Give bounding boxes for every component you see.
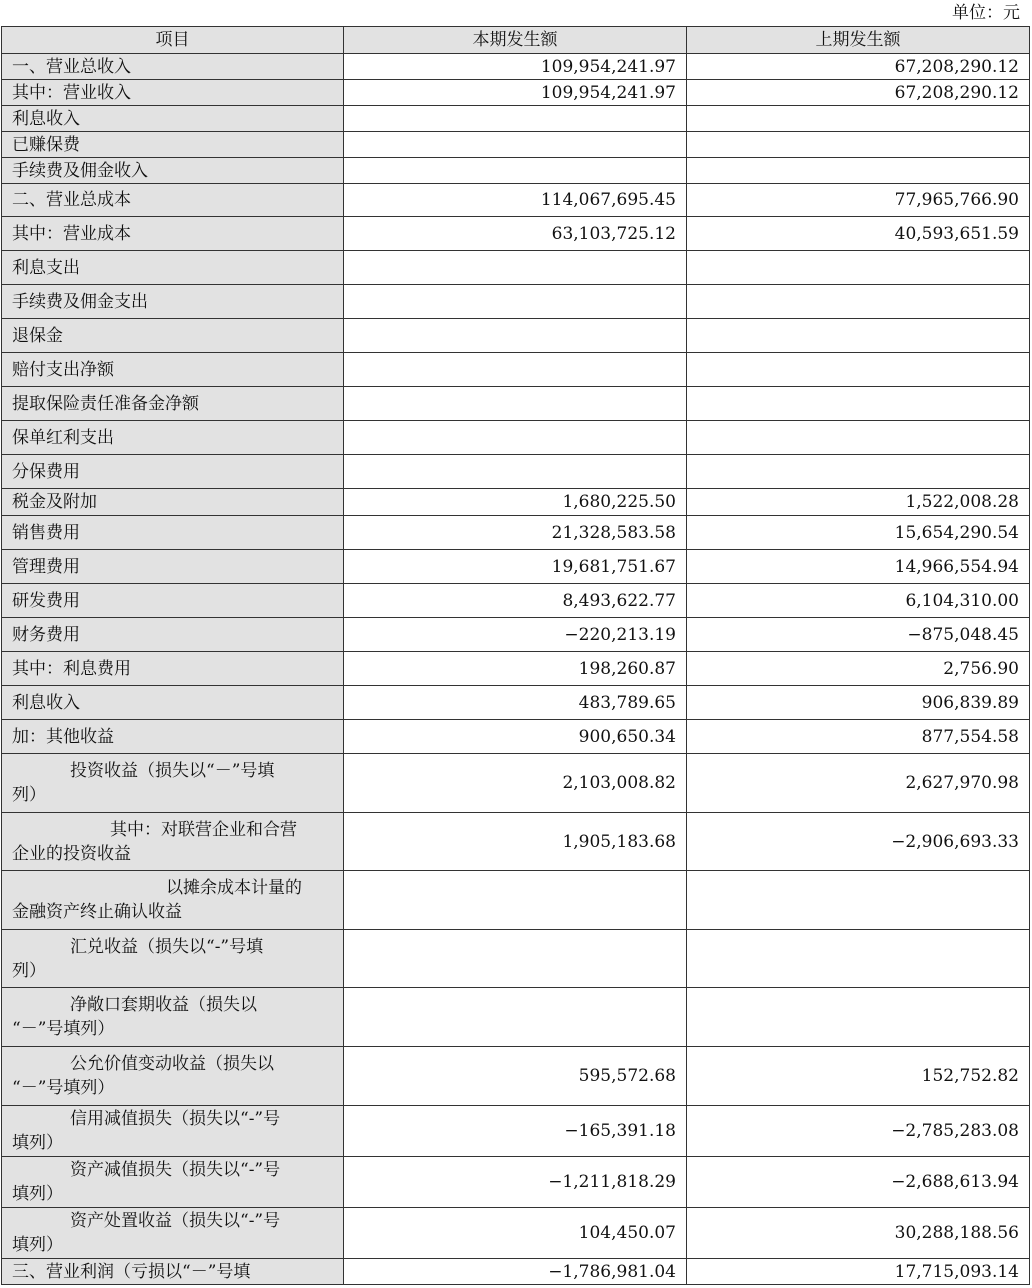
current-value [344, 988, 687, 1047]
prior-value [687, 930, 1030, 988]
prior-value: 6,104,310.00 [687, 584, 1030, 618]
current-value [344, 455, 687, 489]
table-row [2, 618, 1030, 652]
row-label [2, 1106, 344, 1157]
row-label: 研发费用 [2, 584, 344, 618]
row-label-line-1: 资产处置收益（损失以“-”号 [70, 1211, 281, 1231]
row-label: 其中：营业收入 [2, 80, 344, 106]
row-label: 三、营业利润（亏损以“－”号填 [2, 1259, 344, 1285]
prior-value [687, 988, 1030, 1047]
row-label: 分保费用 [2, 455, 344, 489]
table-row [2, 652, 1030, 686]
prior-value: 906,839.89 [687, 686, 1030, 720]
row-label-line-1: 以摊余成本计量的 [166, 878, 302, 898]
current-value: −1,211,818.29 [344, 1157, 687, 1208]
row-label: 保单红利支出 [2, 421, 344, 455]
current-value: 109,954,241.97 [344, 54, 687, 80]
row-label-line-2: 金融资产终止确认收益 [12, 902, 182, 922]
current-value: 104,450.07 [344, 1208, 687, 1259]
current-value: 595,572.68 [344, 1047, 687, 1106]
current-value [344, 871, 687, 930]
table-row [2, 930, 1030, 988]
row-label: 利息支出 [2, 251, 344, 285]
table-row [2, 132, 1030, 158]
row-label-line-2: 填列） [12, 1184, 63, 1204]
table-row [2, 489, 1030, 516]
prior-value: 15,654,290.54 [687, 516, 1030, 550]
row-label: 销售费用 [2, 516, 344, 550]
prior-value [687, 353, 1030, 387]
table-row [2, 1106, 1030, 1157]
prior-value [687, 285, 1030, 319]
table-row [2, 1047, 1030, 1106]
table-row [2, 988, 1030, 1047]
row-label: 加：其他收益 [2, 720, 344, 754]
row-label [2, 1047, 344, 1106]
prior-value: 1,522,008.28 [687, 489, 1030, 516]
row-label [2, 813, 344, 871]
current-value: 21,328,583.58 [344, 516, 687, 550]
current-value [344, 387, 687, 421]
table-row [2, 54, 1030, 80]
row-label-line-1: 资产减值损失（损失以“-”号 [70, 1160, 281, 1180]
table-row [2, 720, 1030, 754]
row-label-line-2: “－”号填列） [12, 1019, 115, 1039]
current-value: 198,260.87 [344, 652, 687, 686]
prior-value: 40,593,651.59 [687, 217, 1030, 251]
row-label: 利息收入 [2, 686, 344, 720]
table-row [2, 184, 1030, 217]
row-label [2, 930, 344, 988]
row-label: 利息收入 [2, 106, 344, 132]
prior-value: 14,966,554.94 [687, 550, 1030, 584]
row-label [2, 1208, 344, 1259]
table-row [2, 813, 1030, 871]
row-label [2, 1157, 344, 1208]
prior-value: −875,048.45 [687, 618, 1030, 652]
row-label [2, 988, 344, 1047]
current-value [344, 132, 687, 158]
table-row [2, 353, 1030, 387]
table-header-row [2, 27, 1030, 54]
row-label: 手续费及佣金收入 [2, 158, 344, 184]
current-value [344, 930, 687, 988]
row-label: 赔付支出净额 [2, 353, 344, 387]
prior-value [687, 455, 1030, 489]
current-value [344, 251, 687, 285]
row-label: 财务费用 [2, 618, 344, 652]
table-row [2, 158, 1030, 184]
table-row [2, 584, 1030, 618]
row-label-line-1: 其中：对联营企业和合营 [110, 819, 297, 840]
table-row [2, 251, 1030, 285]
current-value [344, 158, 687, 184]
prior-value: 17,715,093.14 [687, 1259, 1030, 1285]
current-value [344, 421, 687, 455]
row-label-line-2: 填列） [12, 1133, 63, 1153]
table-row [2, 421, 1030, 455]
row-label-line-1: 信用减值损失（损失以“-”号 [70, 1109, 281, 1129]
row-label-line-2: 列） [12, 960, 46, 981]
row-label-line-1: 净敞口套期收益（损失以 [70, 995, 257, 1015]
current-value: 109,954,241.97 [344, 80, 687, 106]
prior-value [687, 387, 1030, 421]
row-label-line-1: 投资收益（损失以“－”号填 [70, 761, 275, 781]
table-row [2, 387, 1030, 421]
current-value [344, 319, 687, 353]
current-value: 1,680,225.50 [344, 489, 687, 516]
prior-value: 67,208,290.12 [687, 80, 1030, 106]
table-row [2, 106, 1030, 132]
prior-value: 877,554.58 [687, 720, 1030, 754]
table-row [2, 550, 1030, 584]
prior-value: 2,756.90 [687, 652, 1030, 686]
current-value: 483,789.65 [344, 686, 687, 720]
prior-value: 30,288,188.56 [687, 1208, 1030, 1259]
current-value [344, 106, 687, 132]
header-prior-period: 上期发生额 [687, 27, 1030, 54]
table-row [2, 80, 1030, 106]
row-label: 已赚保费 [2, 132, 344, 158]
prior-value: 67,208,290.12 [687, 54, 1030, 80]
table-row [2, 754, 1030, 813]
current-value: 19,681,751.67 [344, 550, 687, 584]
prior-value: 2,627,970.98 [687, 754, 1030, 813]
table-row [2, 516, 1030, 550]
row-label-line-1: 汇兑收益（损失以“-”号填 [70, 936, 264, 957]
prior-value [687, 158, 1030, 184]
row-label [2, 871, 344, 930]
header-current-period: 本期发生额 [344, 27, 687, 54]
current-value: 1,905,183.68 [344, 813, 687, 871]
row-label-line-1: 公允价值变动收益（损失以 [70, 1054, 274, 1074]
table-row [2, 217, 1030, 251]
current-value: −220,213.19 [344, 618, 687, 652]
table-row [2, 319, 1030, 353]
prior-value: −2,906,693.33 [687, 813, 1030, 871]
prior-value: −2,688,613.94 [687, 1157, 1030, 1208]
row-label-line-2: 企业的投资收益 [12, 843, 131, 864]
current-value: 114,067,695.45 [344, 184, 687, 217]
current-value [344, 285, 687, 319]
current-value [344, 353, 687, 387]
table-row [2, 1157, 1030, 1208]
current-value: 900,650.34 [344, 720, 687, 754]
prior-value [687, 421, 1030, 455]
header-item: 项目 [2, 27, 344, 54]
table-row [2, 1208, 1030, 1259]
row-label: 其中：营业成本 [2, 217, 344, 251]
current-value: −165,391.18 [344, 1106, 687, 1157]
prior-value [687, 106, 1030, 132]
current-value: 63,103,725.12 [344, 217, 687, 251]
prior-value [687, 251, 1030, 285]
current-value: 8,493,622.77 [344, 584, 687, 618]
row-label: 其中：利息费用 [2, 652, 344, 686]
row-label: 手续费及佣金支出 [2, 285, 344, 319]
unit-label: 单位：元 [952, 3, 1020, 23]
row-label: 二、营业总成本 [2, 184, 344, 217]
table-row [2, 686, 1030, 720]
row-label: 管理费用 [2, 550, 344, 584]
prior-value: 152,752.82 [687, 1047, 1030, 1106]
current-value: −1,786,981.04 [344, 1259, 687, 1285]
prior-value: −2,785,283.08 [687, 1106, 1030, 1157]
row-label: 退保金 [2, 319, 344, 353]
row-label: 一、营业总收入 [2, 54, 344, 80]
row-label-line-2: 列） [12, 785, 46, 805]
prior-value [687, 319, 1030, 353]
table-row [2, 285, 1030, 319]
prior-value [687, 132, 1030, 158]
income-statement-table [1, 26, 1030, 1285]
table-row [2, 1259, 1030, 1285]
prior-value [687, 871, 1030, 930]
prior-value: 77,965,766.90 [687, 184, 1030, 217]
row-label-line-2: “－”号填列） [12, 1078, 115, 1098]
current-value: 2,103,008.82 [344, 754, 687, 813]
row-label [2, 754, 344, 813]
row-label: 税金及附加 [2, 489, 344, 516]
row-label-line-2: 填列） [12, 1235, 63, 1255]
table-row [2, 455, 1030, 489]
row-label: 提取保险责任准备金净额 [2, 387, 344, 421]
table-row [2, 871, 1030, 930]
